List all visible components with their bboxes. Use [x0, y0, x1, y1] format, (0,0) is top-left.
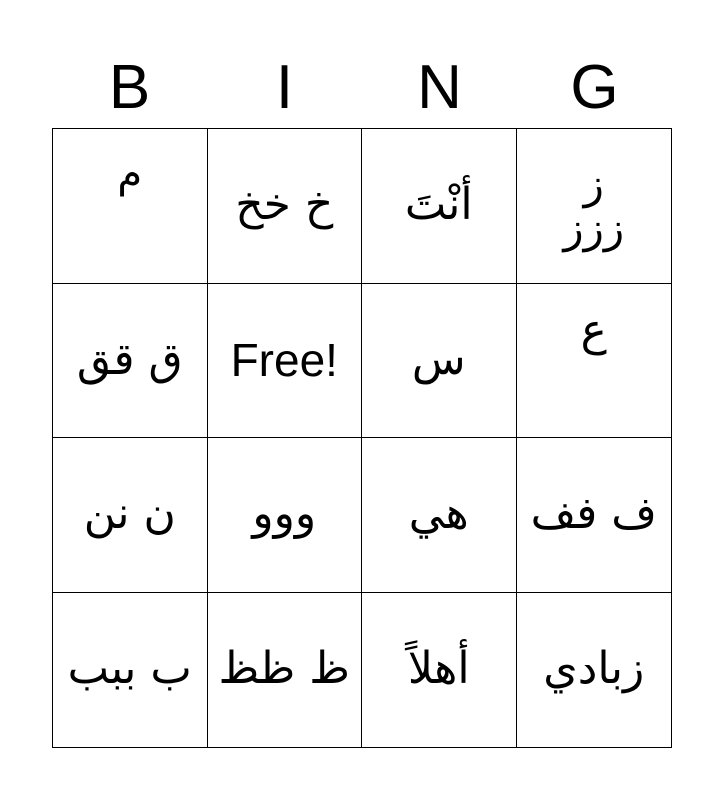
cell-text: ع	[580, 304, 607, 356]
cell-text: ظ ظظ	[218, 643, 350, 695]
bingo-cell[interactable]	[53, 593, 208, 748]
bingo-header	[52, 48, 672, 128]
header-letter-i: I	[275, 53, 294, 122]
bingo-cell[interactable]	[208, 129, 363, 284]
cell-text: ق قق	[76, 333, 183, 385]
bingo-cell[interactable]	[208, 438, 363, 593]
cell-text: ن نن	[83, 488, 176, 540]
bingo-cell[interactable]	[517, 284, 672, 439]
cell-text: هي	[408, 488, 469, 540]
cell-text: أنْتَ	[404, 179, 473, 231]
cell-text: ز ززز	[563, 158, 625, 252]
cell-text: ب ببب	[67, 643, 192, 695]
bingo-board	[52, 128, 672, 748]
free-space-label: Free!	[230, 333, 338, 386]
bingo-cell[interactable]	[53, 284, 208, 439]
bingo-cell[interactable]	[517, 593, 672, 748]
bingo-cell[interactable]	[517, 129, 672, 284]
cell-text: س	[411, 333, 466, 385]
cell-text: ف فف	[530, 488, 657, 540]
free-space-cell[interactable]	[208, 284, 363, 439]
cell-text: ووو	[252, 488, 317, 540]
bingo-cell[interactable]	[53, 129, 208, 284]
cell-text: زبادي	[543, 643, 645, 695]
cell-text: م	[117, 151, 143, 197]
header-letter-g: G	[570, 53, 619, 122]
bingo-cell[interactable]	[208, 593, 363, 748]
cell-text: خ خخ	[235, 179, 334, 231]
bingo-cell[interactable]	[362, 593, 517, 748]
bingo-cell[interactable]	[362, 129, 517, 284]
header-letter-b: B	[108, 53, 151, 122]
bingo-cell[interactable]	[517, 438, 672, 593]
bingo-cell[interactable]	[53, 438, 208, 593]
cell-text: أهلاً	[407, 643, 470, 695]
header-letter-n: N	[417, 53, 462, 122]
bingo-cell[interactable]	[362, 438, 517, 593]
bingo-cell[interactable]	[362, 284, 517, 439]
